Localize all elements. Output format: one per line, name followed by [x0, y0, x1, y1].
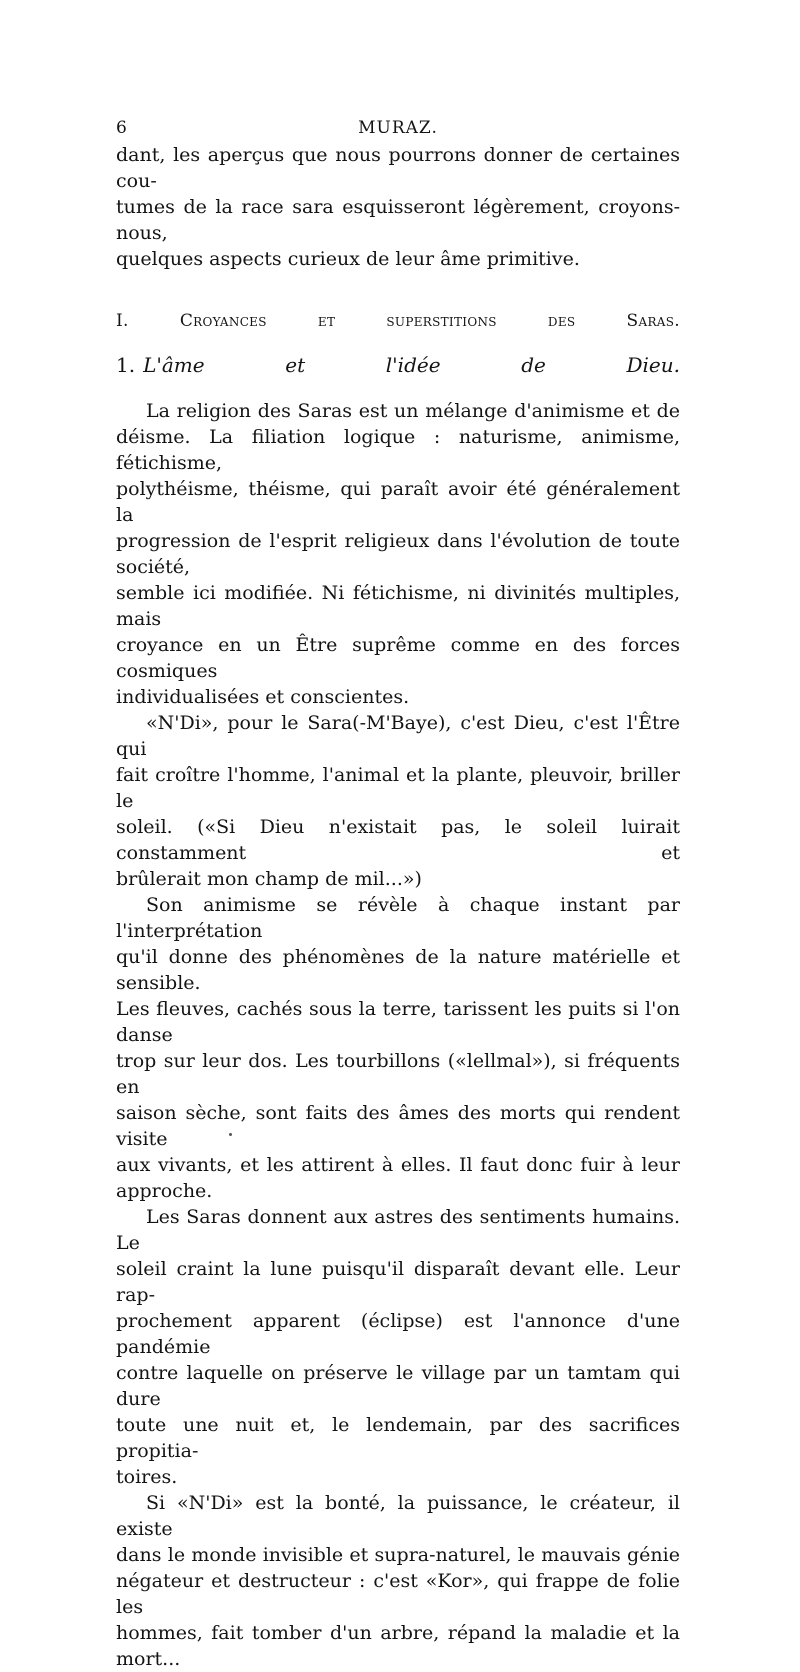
text-line: soleil craint la lune puisqu'il disparaît devant elle. Leur rap-: [116, 1258, 680, 1306]
text-line: hommes, fait tomber d'un arbre, répand la maladie et la: [116, 1622, 680, 1644]
paragraph-kor: [116, 1490, 680, 1646]
text-line: polythéisme, théisme, qui paraît avoir été généralement la: [116, 478, 680, 526]
paragraph-astres: [116, 1204, 680, 1464]
paragraph-line-final: approche.: [116, 1180, 213, 1202]
section-heading: I. Croyances et superstitions des Saras.: [116, 311, 680, 331]
text-line: Son animisme se révèle à chaque instant par l'interprétation: [116, 894, 680, 942]
text-line: fait croître l'homme, l'animal et la plante, pleuvoir, briller le: [116, 764, 680, 812]
text-line: trop sur leur dos. Les tourbillons («lellmal»), si fréquents en: [116, 1050, 680, 1098]
text-line: semble ici modifiée. Ni fétichisme, ni divinités multiples, mais: [116, 582, 680, 630]
running-head: [116, 118, 680, 142]
text-line: déisme. La filiation logique : naturisme, animisme, fétichisme,: [116, 426, 680, 474]
text-line: contre laquelle on préserve le village par un tamtam qui dure: [116, 1362, 680, 1410]
page: [116, 118, 680, 1672]
text-line: qu'il donne des phénomènes de la nature matérielle et sensible.: [116, 946, 680, 994]
paragraph-religion: [116, 398, 680, 684]
text-line: toute une nuit et, le lendemain, par des sacrifices propitia-: [116, 1414, 680, 1462]
text-line: prochement apparent (éclipse) est l'annonce d'une pandémie: [116, 1310, 680, 1358]
subsection-heading: [116, 352, 680, 378]
text-line: négateur et destructeur : c'est «Kor», qui frappe de folie les: [116, 1570, 680, 1618]
page-number: 6: [116, 118, 127, 138]
page-body: [116, 142, 680, 1672]
ink-speck: [229, 1133, 232, 1136]
text-line: «N'Di», pour le Sara(-M'Baye), c'est Dieu, c'est l'Être qui: [116, 712, 680, 760]
text-line: Si «N'Di» est la bonté, la puissance, le créateur, il existe: [116, 1492, 680, 1540]
text-line: aux vivants, et les attirent à elles. Il faut donc fuir à leur: [116, 1154, 680, 1176]
subsection-number: 1.: [116, 353, 136, 377]
paragraph-animisme: [116, 892, 680, 1178]
text-line: Les Saras donnent aux astres des sentiments humains. Le: [116, 1206, 680, 1254]
paragraph-line-final: mort...: [116, 1648, 181, 1670]
running-head-title: MURAZ.: [358, 118, 438, 138]
subsection-title: L'âme et l'idée de Dieu.: [143, 353, 680, 377]
text-line: Les fleuves, cachés sous la terre, tarissent les puits si l'on danse: [116, 998, 680, 1046]
text-line: dans le monde invisible et supra-naturel, le mauvais génie: [116, 1544, 680, 1566]
paragraph-line-final: toires.: [116, 1466, 178, 1488]
paragraph-ndi: [116, 710, 680, 866]
text-line: saison sèche, sont faits des âmes des morts qui rendent visite: [116, 1102, 680, 1150]
paragraph-line-final: brûlerait mon champ de mil...»): [116, 868, 422, 890]
text-line: croyance en un Être suprême comme en des forces cosmiques: [116, 634, 680, 682]
text-line: progression de l'esprit religieux dans l'évolution de toute société,: [116, 530, 680, 578]
paragraph-line-final: individualisées et conscientes.: [116, 686, 410, 708]
text-line: tumes de la race sara esquisseront légèrement, croyons-nous,: [116, 196, 680, 244]
paragraph-line-final: quelques aspects curieux de leur âme primitive.: [116, 248, 580, 270]
text-line: La religion des Saras est un mélange d'animisme et de: [146, 400, 680, 422]
text-line: soleil. («Si Dieu n'existait pas, le soleil luirait constamment et: [116, 816, 680, 864]
paragraph-continuation: [116, 142, 680, 246]
text-line: dant, les aperçus que nous pourrons donner de certaines cou-: [116, 144, 680, 192]
